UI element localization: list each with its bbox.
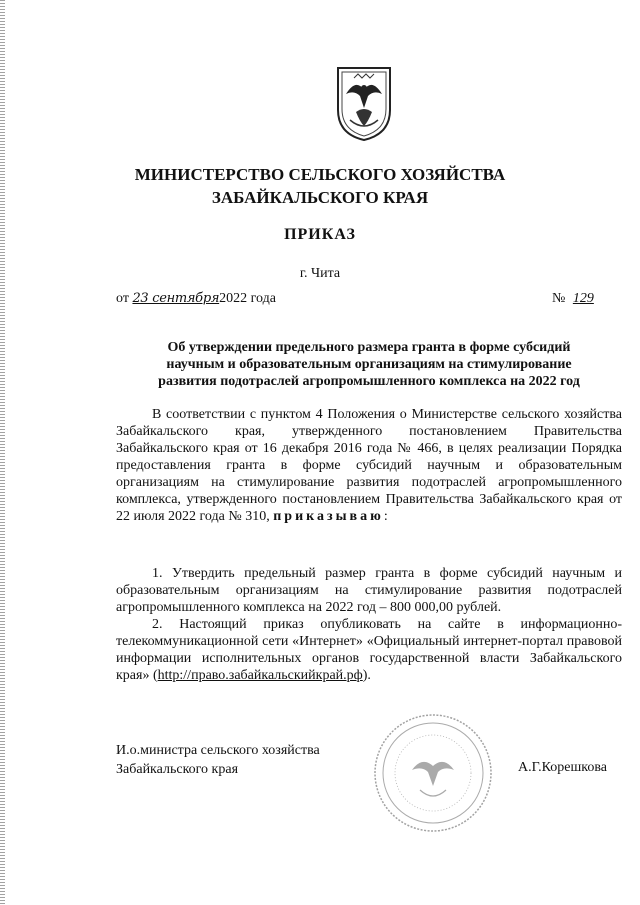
date-line	[116, 291, 276, 307]
order-command: приказываю	[273, 509, 384, 524]
date-prefix: от	[116, 291, 129, 306]
document-subject	[116, 339, 622, 390]
signatory-position	[116, 741, 320, 779]
org-line-1: МИНИСТЕРСТВО СЕЛЬСКОГО ХОЗЯЙСТВА	[134, 165, 506, 184]
signatory-name: А.Г.Корешкова	[518, 760, 607, 775]
intro-paragraph	[116, 406, 622, 525]
document-type: ПРИКАЗ	[284, 226, 356, 243]
intro-text: В соответствии с пунктом 4 Положения о Министерстве сельского хозяйства Забайкальского края, утвержденного постановлением Правительства Забайкальского края от 16 декабря 2016 года № 466, в целях реализации Порядка предоставления гранта в форме субсидий научным и образовательным организациям на стимулирование развития подотраслей агропромышленного комплекса, утвержденного постановлением Правительства Забайкальского края от 22 июля 2022 года № 310,	[116, 407, 622, 524]
position-line-1: И.о.министра сельского хозяйства	[116, 743, 320, 758]
order-command-colon: :	[383, 509, 388, 524]
handwritten-number: 129	[572, 291, 594, 306]
date-year: 2022 года	[219, 291, 276, 306]
handwritten-date: 23 сентября	[132, 291, 220, 306]
subject-line-3: развития подотраслей агропромышленного комплекса на 2022 год	[158, 374, 580, 389]
official-seal-icon	[372, 712, 494, 834]
number-prefix: №	[552, 291, 566, 306]
subject-line-2: научным и образовательным организациям на стимулирование	[166, 357, 572, 372]
number-line	[552, 291, 598, 307]
item-2-end: ).	[362, 668, 371, 683]
coat-of-arms-icon	[334, 64, 394, 142]
item-1-paragraph: 1. Утвердить предельный размер гранта в форме субсидий научным и образовательным организациям на стимулирование развития подотраслей агропромышленного комплекса на 2022 год – 800 000,00 рублей.	[116, 566, 622, 615]
position-line-2: Забайкальского края	[116, 762, 239, 777]
item-2-text: 2. Настоящий приказ опубликовать на сайте в информационно-телекоммуникационной сети «Интернет» «Официальный интернет-портал правовой информации исполнительных органов государственной власти Забайкальского края» (	[116, 617, 622, 683]
subject-line-1: Об утверждении предельного размера гранта в форме субсидий	[167, 340, 571, 355]
scan-edge	[0, 0, 5, 905]
organization-name	[0, 163, 640, 209]
city: г. Чита	[299, 266, 341, 281]
portal-link[interactable]: http://право.забайкальскийкрай.рф	[157, 668, 363, 683]
item-2-paragraph	[116, 616, 622, 684]
org-line-2: ЗАБАЙКАЛЬСКОГО КРАЯ	[211, 188, 429, 207]
